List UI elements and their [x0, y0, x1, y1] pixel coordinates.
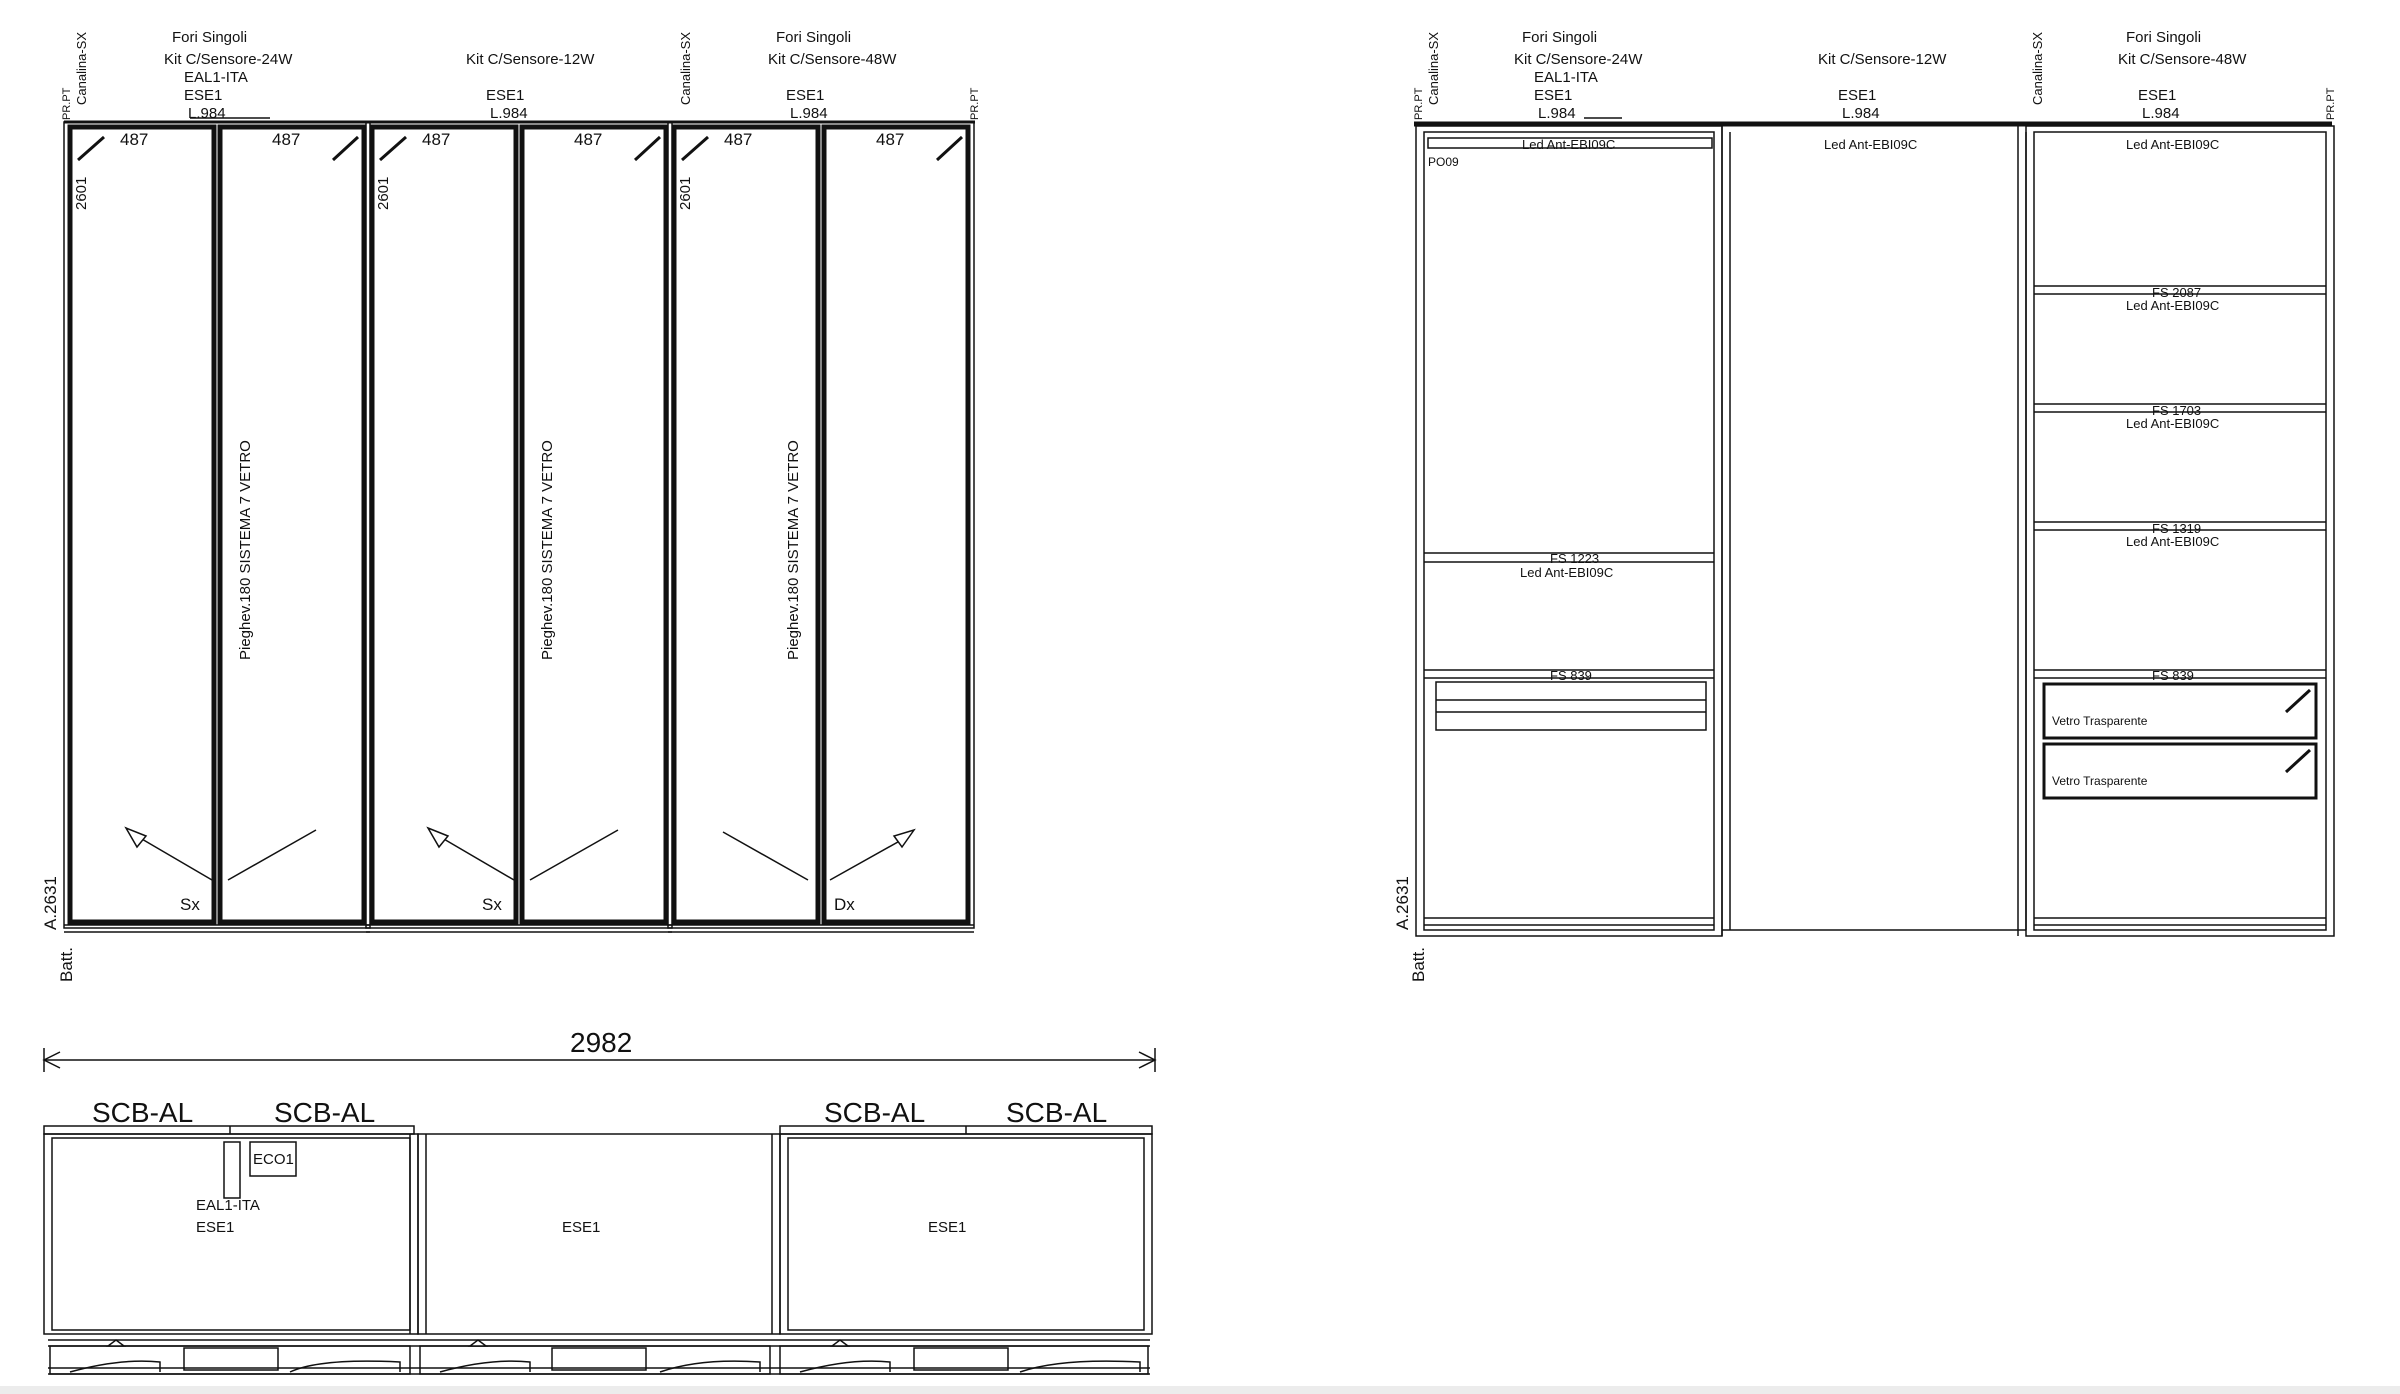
front-header-1	[61, 29, 293, 122]
eco-label: ECO1	[253, 1151, 294, 1168]
front-height-label: A.2631	[41, 876, 60, 930]
door-width-1: 487	[120, 130, 149, 149]
front-module-3	[668, 122, 974, 932]
led-label-3-2: Led Ant-EBI09C	[2126, 416, 2220, 431]
front-header-2	[466, 51, 595, 122]
door-height-1: 2601	[73, 176, 90, 210]
svg-text:Fori Singoli: Fori Singoli	[1522, 29, 1598, 46]
shelf-label-3-4: FS 839	[2152, 668, 2194, 683]
door-type-4: SCB-AL	[1006, 1097, 1108, 1128]
interior-header-2	[1818, 51, 1947, 122]
interior-module-2	[1722, 126, 2026, 936]
svg-text:L.984: L.984	[2142, 105, 2180, 122]
svg-text:Canalina-SX: Canalina-SX	[74, 32, 89, 105]
led-label-3-3: Led Ant-EBI09C	[2126, 534, 2220, 549]
svg-text:ESE1: ESE1	[184, 87, 223, 104]
door-width-5: 487	[724, 130, 753, 149]
svg-text:PR.PT: PR.PT	[2325, 87, 2337, 120]
svg-text:EAL1-ITA: EAL1-ITA	[1534, 69, 1598, 86]
shelf-label-3-3: FS 1319	[2152, 521, 2202, 536]
svg-text:PR.PT: PR.PT	[61, 87, 73, 120]
svg-text:Kit C/Sensore-12W: Kit C/Sensore-12W	[466, 51, 595, 68]
po-label: PO09	[1428, 155, 1459, 169]
door-type-3: SCB-AL	[824, 1097, 926, 1128]
door-width-3: 487	[422, 130, 451, 149]
svg-text:L.984: L.984	[1538, 105, 1576, 122]
svg-text:Canalina-SX: Canalina-SX	[1426, 32, 1441, 105]
plan-view	[44, 1027, 1155, 1374]
door-label-2: Pieghev.180 SISTEMA 7 VETRO	[539, 440, 556, 660]
svg-text:Kit C/Sensore-12W: Kit C/Sensore-12W	[1818, 51, 1947, 68]
svg-text:Fori Singoli: Fori Singoli	[776, 29, 852, 46]
door-height-2: 2601	[375, 176, 392, 210]
interior-module-1	[1416, 126, 1722, 936]
svg-text:Kit C/Sensore-24W: Kit C/Sensore-24W	[1514, 51, 1643, 68]
plan-label-1a: EAL1-ITA	[196, 1197, 260, 1214]
door-type-2: SCB-AL	[274, 1097, 376, 1128]
led-top-2: Led Ant-EBI09C	[1824, 137, 1918, 152]
led-label-1-1: Led Ant-EBI09C	[1520, 565, 1614, 580]
opening-side-3: Dx	[834, 895, 855, 914]
door-width-4: 487	[574, 130, 603, 149]
drawer-label-1: Vetro Trasparente	[2052, 714, 2148, 728]
plan-label-1b: ESE1	[196, 1219, 235, 1236]
led-label-3-1: Led Ant-EBI09C	[2126, 298, 2220, 313]
total-width-label: 2982	[570, 1027, 633, 1058]
led-top-3: Led Ant-EBI09C	[2126, 137, 2220, 152]
svg-text:Fori Singoli: Fori Singoli	[172, 29, 248, 46]
door-width-6: 487	[876, 130, 905, 149]
interior-height-label: A.2631	[1393, 876, 1412, 930]
svg-text:EAL1-ITA: EAL1-ITA	[184, 69, 248, 86]
front-module-1	[64, 122, 370, 932]
svg-text:ESE1: ESE1	[1838, 87, 1877, 104]
shelf-label-3-2: FS 1703	[2152, 403, 2202, 418]
svg-text:L.984: L.984	[1842, 105, 1880, 122]
svg-text:Canalina-SX: Canalina-SX	[678, 32, 693, 105]
svg-text:ESE1: ESE1	[486, 87, 525, 104]
opening-side-1: Sx	[180, 895, 200, 914]
interior-header-1	[1413, 29, 1643, 122]
shelf-label-1-1: FS 1223	[1550, 551, 1600, 566]
svg-text:PR.PT: PR.PT	[969, 87, 981, 120]
svg-text:Canalina-SX: Canalina-SX	[2030, 32, 2045, 105]
door-type-1: SCB-AL	[92, 1097, 194, 1128]
front-batt-label: Batt.	[57, 947, 76, 982]
interior-view	[1393, 29, 2337, 982]
interior-batt-label: Batt.	[1409, 947, 1428, 982]
door-height-3: 2601	[677, 176, 694, 210]
opening-side-2: Sx	[482, 895, 502, 914]
svg-text:Kit C/Sensore-48W: Kit C/Sensore-48W	[768, 51, 897, 68]
svg-text:Kit C/Sensore-24W: Kit C/Sensore-24W	[164, 51, 293, 68]
door-width-2: 487	[272, 130, 301, 149]
svg-text:ESE1: ESE1	[1534, 87, 1573, 104]
svg-text:ESE1: ESE1	[786, 87, 825, 104]
plan-base	[48, 1340, 1150, 1374]
door-label-3: Pieghev.180 SISTEMA 7 VETRO	[785, 440, 802, 660]
bottom-band	[0, 1386, 2400, 1394]
led-top-1: Led Ant-EBI09C	[1522, 137, 1616, 152]
drawer-label-2: Vetro Trasparente	[2052, 774, 2148, 788]
shelf-label-3-1: FS 2087	[2152, 285, 2202, 300]
svg-text:PR.PT: PR.PT	[1413, 87, 1425, 120]
svg-text:Fori Singoli: Fori Singoli	[2126, 29, 2202, 46]
shelf-label-1-2: FS 839	[1550, 668, 1592, 683]
svg-text:Kit C/Sensore-48W: Kit C/Sensore-48W	[2118, 51, 2247, 68]
plan-label-3: ESE1	[928, 1219, 967, 1236]
door-label-1: Pieghev.180 SISTEMA 7 VETRO	[237, 440, 254, 660]
svg-text:ESE1: ESE1	[2138, 87, 2177, 104]
front-header-3	[678, 29, 981, 122]
svg-text:L.984: L.984	[188, 105, 226, 122]
front-view	[41, 29, 981, 982]
interior-header-3	[2030, 29, 2337, 122]
svg-text:L.984: L.984	[490, 105, 528, 122]
front-module-2	[366, 122, 672, 932]
plan-label-2: ESE1	[562, 1219, 601, 1236]
svg-text:L.984: L.984	[790, 105, 828, 122]
